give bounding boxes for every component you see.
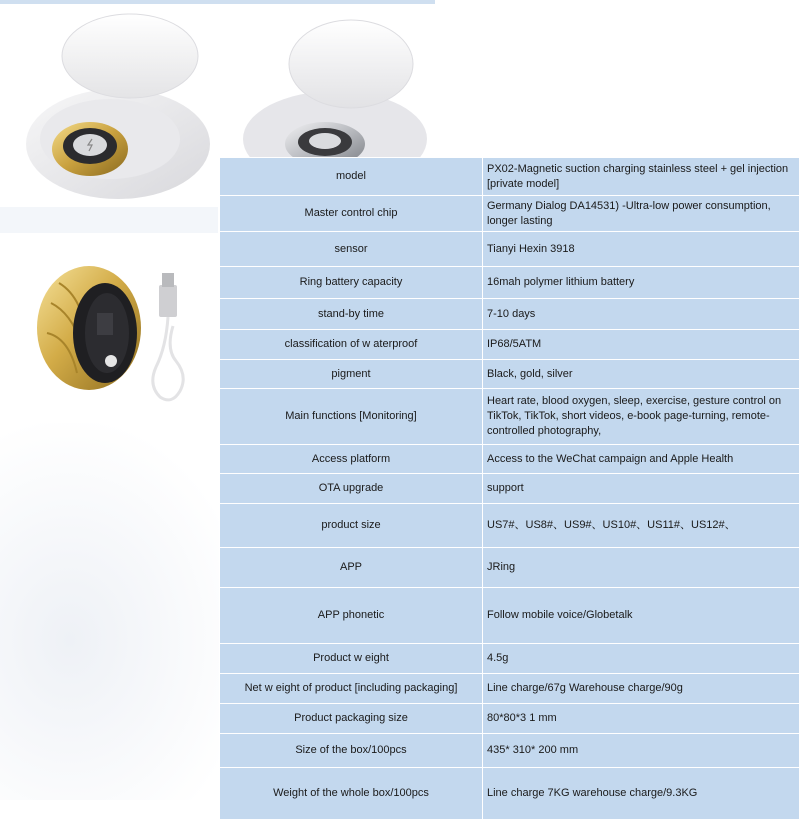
spec-value: Tianyi Hexin 3918 bbox=[483, 232, 800, 267]
spec-label: pigment bbox=[220, 360, 483, 389]
spec-table bbox=[219, 157, 800, 820]
spec-value: 16mah polymer lithium battery bbox=[483, 267, 800, 299]
spec-value: Line charge/67g Warehouse charge/90g bbox=[483, 674, 800, 704]
spec-value: Follow mobile voice/Globetalk bbox=[483, 588, 800, 644]
ring-with-cable-photo bbox=[7, 233, 205, 423]
spec-value: Germany Dialog DA14531) -Ultra-low power consumption, longer lasting bbox=[483, 196, 800, 232]
charging-case-illustration-2 bbox=[235, 4, 435, 159]
table-row bbox=[220, 232, 800, 267]
spec-value: PX02-Magnetic suction charging stainless steel + gel injection [private model] bbox=[483, 158, 800, 196]
spec-value: support bbox=[483, 474, 800, 504]
spec-label: Product w eight bbox=[220, 644, 483, 674]
table-row bbox=[220, 445, 800, 474]
spec-label: Main functions [Monitoring] bbox=[220, 389, 483, 445]
spec-label: APP phonetic bbox=[220, 588, 483, 644]
image-gap-strip bbox=[0, 207, 218, 233]
spec-label: APP bbox=[220, 548, 483, 588]
spec-value: 4.5g bbox=[483, 644, 800, 674]
table-row bbox=[220, 360, 800, 389]
table-row bbox=[220, 548, 800, 588]
spec-value: US7#、US8#、US9#、US10#、US11#、US12#、 bbox=[483, 504, 800, 548]
spec-label: Master control chip bbox=[220, 196, 483, 232]
table-row bbox=[220, 299, 800, 330]
table-row bbox=[220, 330, 800, 360]
table-row bbox=[220, 474, 800, 504]
spec-label: Ring battery capacity bbox=[220, 267, 483, 299]
spec-label: sensor bbox=[220, 232, 483, 267]
spec-label: classification of w aterproof bbox=[220, 330, 483, 360]
charging-case-illustration bbox=[0, 4, 215, 207]
spec-label: stand-by time bbox=[220, 299, 483, 330]
table-row bbox=[220, 704, 800, 734]
spec-value: 435* 310* 200 mm bbox=[483, 734, 800, 768]
table-row bbox=[220, 768, 800, 820]
spec-value: 80*80*3 1 mm bbox=[483, 704, 800, 734]
ring-charging-case-photo bbox=[0, 4, 215, 207]
spec-value: 7-10 days bbox=[483, 299, 800, 330]
spec-label: Size of the box/100pcs bbox=[220, 734, 483, 768]
spec-label: OTA upgrade bbox=[220, 474, 483, 504]
table-row bbox=[220, 674, 800, 704]
spec-label: Net w eight of product [including packaging] bbox=[220, 674, 483, 704]
table-row bbox=[220, 158, 800, 196]
spec-value: Heart rate, blood oxygen, sleep, exercise, gesture control on TikTok, TikTok, short videos, e-book page-turning, remote-controlled photography, bbox=[483, 389, 800, 445]
ring-cable-illustration bbox=[7, 233, 205, 423]
table-row bbox=[220, 588, 800, 644]
table-row bbox=[220, 196, 800, 232]
table-row bbox=[220, 504, 800, 548]
ring-charging-case-photo-2 bbox=[235, 4, 435, 159]
spec-value: IP68/5ATM bbox=[483, 330, 800, 360]
spec-value: Access to the WeChat campaign and Apple Health bbox=[483, 445, 800, 474]
table-row bbox=[220, 644, 800, 674]
spec-value: Black, gold, silver bbox=[483, 360, 800, 389]
spec-value: JRing bbox=[483, 548, 800, 588]
table-row bbox=[220, 734, 800, 768]
spec-label: Weight of the whole box/100pcs bbox=[220, 768, 483, 820]
spec-value: Line charge 7KG warehouse charge/9.3KG bbox=[483, 768, 800, 820]
spec-label: Product packaging size bbox=[220, 704, 483, 734]
spec-label: product size bbox=[220, 504, 483, 548]
table-row bbox=[220, 389, 800, 445]
table-row bbox=[220, 267, 800, 299]
spec-label: model bbox=[220, 158, 483, 196]
spec-label: Access platform bbox=[220, 445, 483, 474]
